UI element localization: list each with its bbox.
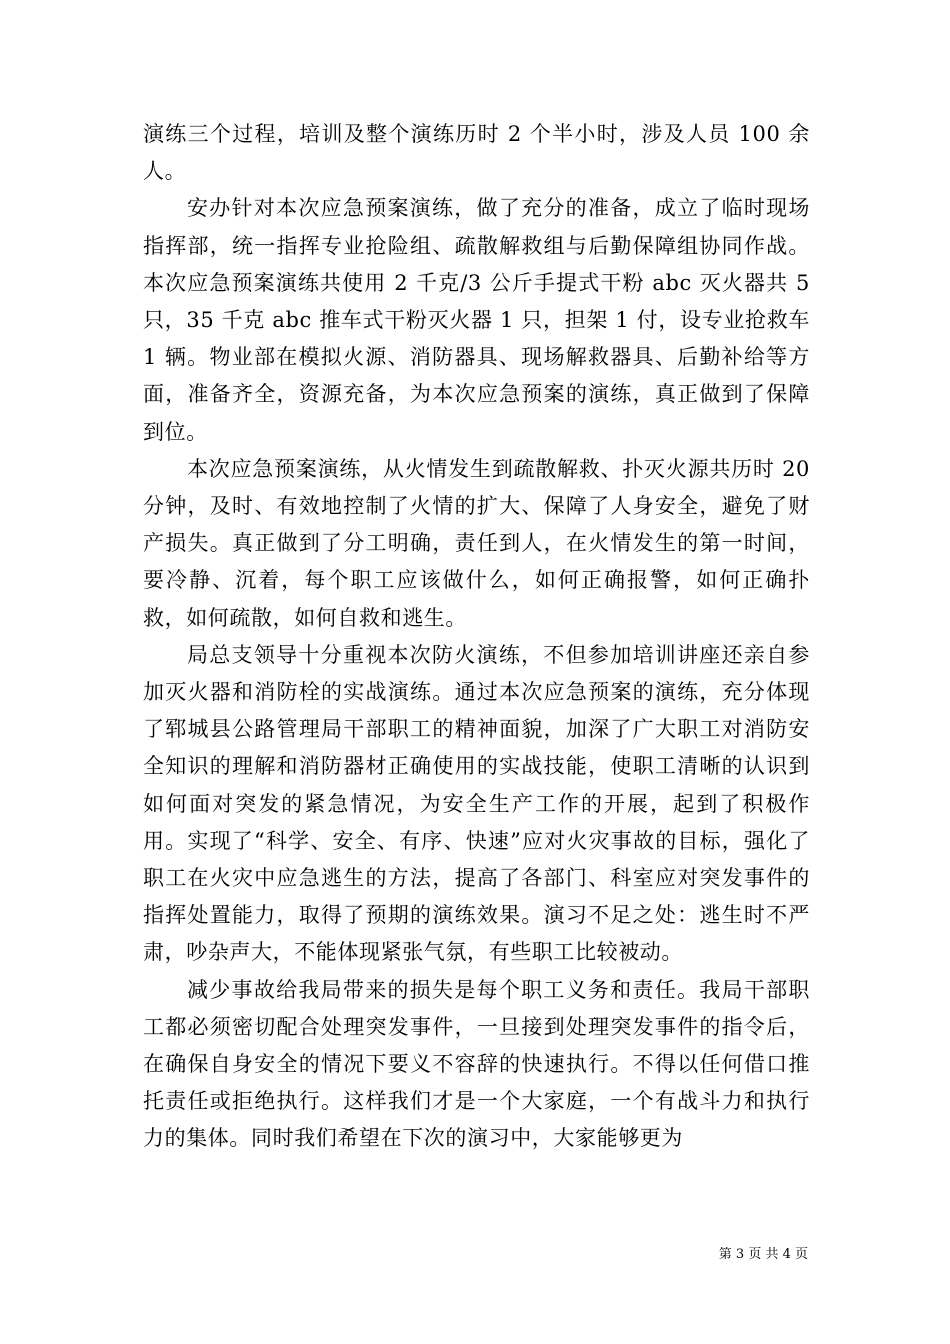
paragraph-2: 安办针对本次应急预案演练，做了充分的准备，成立了临时现场指挥部，统一指挥专业抢险组、疏散解救组与后勤保障组协同作战。本次应急预案演练共使用 2 千克/3 公斤手提式干粉 abc 灭火器共 5 只，35 千克 abc 推车式干粉灭火器 1 只，担架 1 付，设专业抢救车 1 辆。物业部在模拟火源、消防器具、现场解救器具、后勤补给等方面，准备齐全，资源充备，为本次应急预案的演练，真正做到了保障到位。 bbox=[143, 196, 810, 444]
paragraph-4: 局总支领导十分重视本次防火演练，不但参加培训讲座还亲自参加灭火器和消防栓的实战演练。通过本次应急预案的演练，充分体现了郓城县公路管理局干部职工的精神面貌，加深了广大职工对消防安全知识的理解和消防器材正确使用的实战技能，使职工清晰的认识到如何面对突发的紧急情况，为安全生产工作的开展，起到了积极作用。实现了“科学、安全、有序、快速”应对火灾事故的目标，强化了职工在火灾中应急逃生的方法，提高了各部门、科室应对突发事件的指挥处置能力，取得了预期的演练效果。演习不足之处：逃生时不严肃，吵杂声大，不能体现紧张气氛，有些职工比较被动。 bbox=[143, 642, 810, 965]
paragraph-5: 减少事故给我局带来的损失是每个职工义务和责任。我局干部职工都必须密切配合处理突发事件，一旦接到处理突发事件的指令后，在确保自身安全的情况下要义不容辞的快速执行。不得以任何借口推托责任或拒绝执行。这样我们才是一个大家庭，一个有战斗力和执行力的集体。同时我们希望在下次的演习中，大家能够更为 bbox=[143, 977, 810, 1151]
page-number: 第 3 页 共 4 页 bbox=[718, 1247, 808, 1262]
paragraph-1-continuation: 演练三个过程，培训及整个演练历时 2 个半小时，涉及人员 100 余人。 bbox=[143, 122, 810, 184]
paragraph-3: 本次应急预案演练，从火情发生到疏散解救、扑灭火源共历时 20 分钟，及时、有效地控制了火情的扩大、保障了人身安全，避免了财产损失。真正做到了分工明确，责任到人，在火情发生的第一时间，要冷静、沉着，每个职工应该做什么，如何正确报警，如何正确扑救，如何疏散，如何自救和逃生。 bbox=[143, 456, 810, 630]
document-body bbox=[143, 116, 810, 1158]
